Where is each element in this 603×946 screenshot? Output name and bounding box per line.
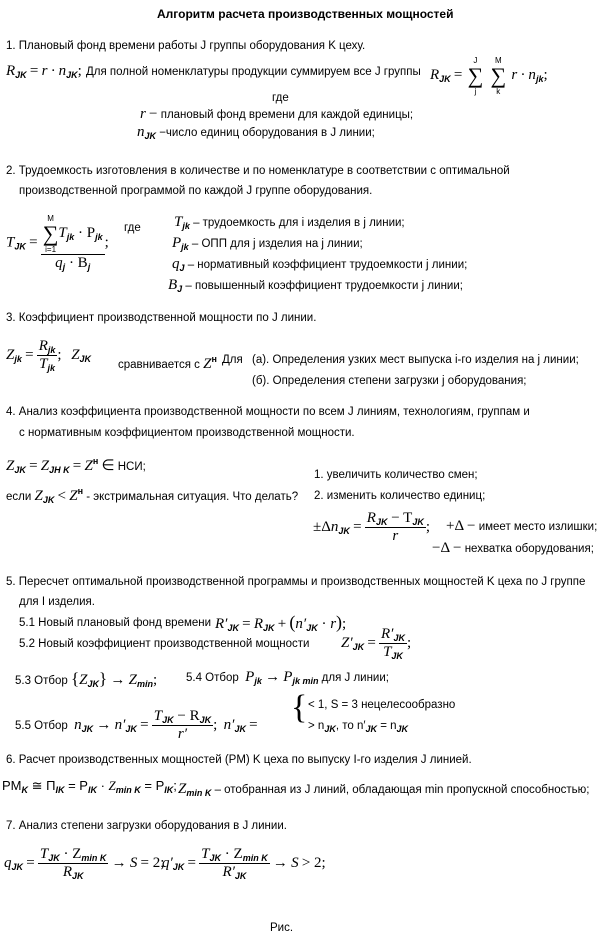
p-definition: $P_{jk}$ – ОПП для j изделия на j линии;	[172, 235, 363, 252]
formula-r-jk: $R_{JK} = r \cdot n_{JK}$;	[6, 63, 82, 80]
formula-z-jk: $Z_{jk}$ = $\frac{R_{jk}}{T_{jk}}$ ; $Z_{JK}$	[6, 338, 92, 374]
purpose-b: (б). Определения степени загрузки j оборудования;	[252, 375, 527, 387]
case-brace: {	[291, 689, 308, 726]
section-5-heading: 5. Пересчет оптимальной производственной программы и производственных мощностей K цеха по J группе	[6, 576, 586, 588]
section-1-note: Для полной номенклатуры продукции суммируем все J группы	[86, 66, 421, 78]
purpose-a: (a). Определения узких мест выпуска i-го изделия на j линии;	[252, 354, 579, 366]
page-title: Алгоритм расчета производственных мощностей	[157, 7, 454, 21]
formula-z-new: $Z'_{JK}$ = $\frac{R'_{JK}}{T_{JK}}$ ;	[341, 626, 412, 662]
formula-z-norm: $Z_{JK} = Z_{JH K} = Z^н$ ∈ НСИ;	[6, 456, 146, 475]
compared-with: сравнивается с $Z^н$	[118, 354, 217, 372]
r-definition: r − плановый фонд времени для каждой единицы;	[140, 106, 414, 122]
section-3-heading: 3. Коэффициент производственной мощности по J линии.	[6, 312, 317, 324]
t-definition: $T_{jk}$ – трудоемкость для i изделия в j линии;	[174, 214, 405, 231]
section-6-heading: 6. Расчет производственных мощностей (PM) K цеха по выпуску I-го изделия J линией.	[6, 754, 472, 766]
for-label: Для	[222, 354, 243, 366]
option-2: 2. изменить количество единиц;	[314, 490, 486, 502]
step-5-2: 5.2 Новый коэффициент производственной мощности	[19, 638, 310, 650]
b-definition: $B_J$ – повышенный коэффициент трудоемкости j линии;	[168, 277, 463, 294]
shortage-note: −Δ − нехватка оборудования;	[432, 540, 594, 556]
formula-q-jk-new: $q'_{JK}$ = $\frac{T_{JK} \cdot Z_{min K}}{R'_{JK}}$ → S > 2;	[162, 846, 326, 882]
section-5-heading-cont: для I изделия.	[19, 596, 95, 608]
section-4-heading-cont: с нормативным коэффициентом производственной мощности.	[19, 427, 355, 439]
formula-t-jk: $T_{JK}$ = M ∑ i=1 $T_{jk} \cdot P_{jk}$ $q_j \cdot B_j$ ;	[6, 214, 109, 273]
section-2-heading-cont: производственной программой по каждой J группе оборудования.	[19, 185, 373, 197]
formula-r-jk-sum: $R_{JK}$ = J ∑ j M ∑ k $r \cdot n_{jk}$;	[430, 56, 548, 97]
step-5-1: 5.1 Новый плановый фонд времени	[19, 617, 212, 629]
step-5-5: 5.5 Отбор $n_{JK} \to n'_{JK}$ = $\frac{T_{JK} - R_{JK}}{r'}$ ; $n'_{JK}$ =	[15, 708, 258, 743]
z-min-definition: $Z_{min K}$ – отобранная из J линий, обладающая min пропускной способностью;	[178, 781, 590, 798]
section-2-where: где	[124, 222, 141, 234]
formula-q-jk: $q_{JK}$ = $\frac{T_{JK} \cdot Z_{min K}}{R_{JK}}$ → S = 2;	[4, 846, 165, 882]
section-1-heading: 1. Плановый фонд времени работы J группы оборудования K цеху.	[6, 40, 366, 52]
option-1: 1. увеличить количество смен;	[314, 469, 478, 481]
surplus-note: +Δ − имеет место излишки;	[446, 518, 598, 534]
extreme-condition: если $Z_{JK} < Z^н$ - экстримальная ситуация. Что делать?	[6, 486, 299, 505]
formula-pm: $PM_K$ ≅ $П_{IK} = P_{IK} \cdot Z_{min K} = P_{IK}$;	[2, 778, 177, 795]
step-5-4: 5.4 Отбор $P_{jk} \to P_{jk min}$ для J линии;	[186, 669, 389, 686]
n-definition: $n_{JK}$ −число единиц оборудования в J линии;	[137, 124, 375, 141]
section-2-heading: 2. Трудоемкость изготовления в количестве и по номенклатуре в соответствии с оптимальной	[6, 165, 510, 177]
step-5-3: 5.3 Отбор $\{Z_{JK}\} \to Z_{min}$;	[15, 669, 158, 689]
case-1: < 1, S = 3 нецелесообразно	[308, 699, 456, 711]
formula-delta-n: $\pm\Delta n_{JK}$ = $\frac{R_{JK} - T_{JK}}{r}$ ;	[313, 510, 431, 545]
case-2: > $n_{JK}$, то $n'_{JK} = n_{JK}$	[308, 720, 409, 734]
section-4-heading: 4. Анализ коэффициента производственной мощности по всем J линиям, технологиям, группам и	[6, 406, 530, 418]
q-definition: $q_J$ – нормативный коэффициент трудоемкости j линии;	[172, 256, 468, 273]
section-1-where: где	[272, 92, 289, 104]
formula-r-new: $R'_{JK} = R_{JK} + (n'_{JK} \cdot r)$;	[215, 612, 347, 633]
figure-caption: Рис.	[270, 922, 294, 934]
section-7-heading: 7. Анализ степени загрузки оборудования в J линии.	[6, 820, 287, 832]
